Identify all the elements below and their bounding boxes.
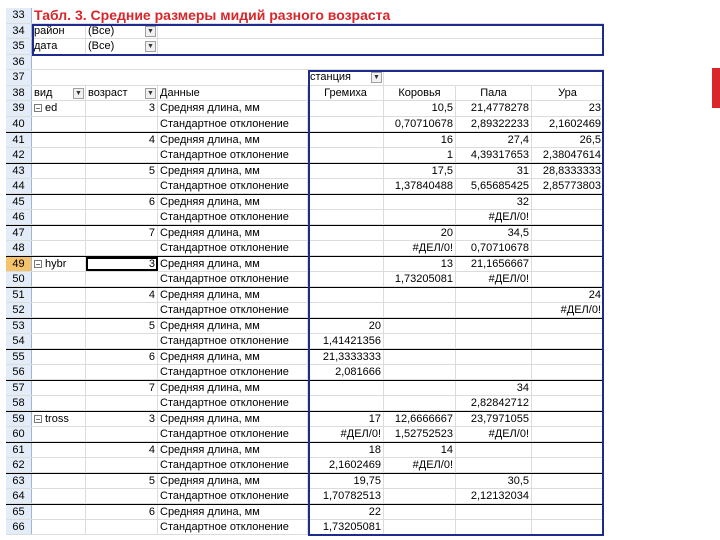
- value-cell[interactable]: [308, 117, 384, 132]
- row-header[interactable]: 59: [6, 412, 32, 426]
- value-cell[interactable]: 28,8333333: [532, 164, 604, 178]
- table-row: [6, 318, 604, 334]
- value-cell[interactable]: [532, 210, 604, 225]
- value-cell[interactable]: [308, 226, 384, 240]
- value-cell[interactable]: 18: [308, 443, 384, 457]
- value-cell[interactable]: [384, 195, 456, 209]
- value-cell[interactable]: [308, 303, 384, 318]
- value-cell[interactable]: [384, 396, 456, 411]
- species-cell: [32, 195, 86, 209]
- age-cell[interactable]: 5: [86, 164, 158, 178]
- age-cell[interactable]: [86, 272, 158, 287]
- value-cell[interactable]: [532, 520, 604, 535]
- table-row: [6, 380, 604, 396]
- data-label: Стандартное отклонение: [158, 210, 308, 225]
- dropdown-arrow-icon[interactable]: ▼: [145, 88, 156, 99]
- age-cell[interactable]: [86, 365, 158, 380]
- data-label: Средняя длина, мм: [158, 412, 308, 426]
- filter-value[interactable]: (Все): [86, 39, 158, 54]
- value-cell[interactable]: 2,1602469: [308, 458, 384, 473]
- species-cell: [32, 443, 86, 457]
- row-header[interactable]: 63: [6, 474, 32, 488]
- species-cell: [32, 412, 86, 426]
- value-cell[interactable]: 2,12132034: [456, 489, 532, 504]
- value-cell[interactable]: 19,75: [308, 474, 384, 488]
- value-cell[interactable]: 10,5: [384, 101, 456, 116]
- dropdown-arrow-icon[interactable]: ▼: [371, 72, 382, 83]
- row-header[interactable]: 47: [6, 226, 32, 240]
- table-row: [6, 148, 604, 164]
- value-cell[interactable]: 13: [384, 257, 456, 271]
- value-cell[interactable]: [532, 257, 604, 271]
- value-cell[interactable]: [532, 241, 604, 256]
- value-cell[interactable]: [384, 489, 456, 504]
- value-cell[interactable]: [456, 350, 532, 364]
- value-cell[interactable]: [308, 396, 384, 411]
- value-cell[interactable]: 22: [308, 505, 384, 519]
- table-row: [6, 520, 604, 536]
- value-cell[interactable]: 21,3333333: [308, 350, 384, 364]
- age-cell[interactable]: 7: [86, 381, 158, 395]
- value-cell[interactable]: [384, 365, 456, 380]
- value-cell[interactable]: [532, 381, 604, 395]
- value-cell[interactable]: [308, 179, 384, 194]
- empty-row: [6, 55, 604, 71]
- row-header[interactable]: 62: [6, 458, 32, 473]
- species-cell: [32, 396, 86, 411]
- row-header[interactable]: 52: [6, 303, 32, 318]
- data-label: Средняя длина, мм: [158, 319, 308, 333]
- data-label: Средняя длина, мм: [158, 257, 308, 271]
- sheet-title: Табл. 3. Средние размеры мидий разного возраста: [34, 8, 391, 23]
- species-cell: [32, 520, 86, 535]
- table-row: [6, 442, 604, 458]
- species-cell: [32, 148, 86, 163]
- table-row: [6, 504, 604, 520]
- title-row: [6, 8, 604, 24]
- value-cell[interactable]: 17: [308, 412, 384, 426]
- dropdown-arrow-icon[interactable]: ▼: [145, 41, 156, 52]
- data-label: Средняя длина, мм: [158, 288, 308, 302]
- data-label: Стандартное отклонение: [158, 458, 308, 473]
- species-cell: [32, 381, 86, 395]
- value-cell[interactable]: 27,4: [456, 133, 532, 147]
- row-header[interactable]: 34: [6, 24, 32, 39]
- species-cell: [32, 474, 86, 488]
- row-header[interactable]: 61: [6, 443, 32, 457]
- table-row: [6, 473, 604, 489]
- table-row: [6, 458, 604, 474]
- dropdown-arrow-icon[interactable]: ▼: [145, 26, 156, 37]
- value-cell[interactable]: [384, 334, 456, 349]
- value-cell[interactable]: 5,65685425: [456, 179, 532, 194]
- age-cell[interactable]: [86, 148, 158, 163]
- table-row: [6, 334, 604, 350]
- value-cell[interactable]: 2,82842712: [456, 396, 532, 411]
- species-cell: [32, 334, 86, 349]
- value-cell[interactable]: 2,89322233: [456, 117, 532, 132]
- row-header[interactable]: 33: [6, 8, 32, 23]
- species-cell: [32, 288, 86, 302]
- value-cell[interactable]: [532, 272, 604, 287]
- table-row: [6, 194, 604, 210]
- row-header[interactable]: 41: [6, 133, 32, 147]
- row-header[interactable]: 64: [6, 489, 32, 504]
- value-cell[interactable]: [456, 365, 532, 380]
- data-label: Стандартное отклонение: [158, 365, 308, 380]
- value-cell[interactable]: 23,7971055: [456, 412, 532, 426]
- table-row: [6, 411, 604, 427]
- row-header[interactable]: 43: [6, 164, 32, 178]
- row-header[interactable]: 60: [6, 427, 32, 442]
- table-row: [6, 101, 604, 117]
- data-label: Стандартное отклонение: [158, 520, 308, 535]
- minus-box-icon[interactable]: −: [35, 104, 41, 114]
- minus-box-icon[interactable]: −: [35, 415, 41, 425]
- table-row: [6, 272, 604, 288]
- column-header-2: Коровья: [384, 86, 456, 101]
- age-cell[interactable]: [86, 458, 158, 473]
- data-label: Стандартное отклонение: [158, 272, 308, 287]
- data-label: Средняя длина, мм: [158, 164, 308, 178]
- age-cell[interactable]: 4: [86, 288, 158, 302]
- species-label: tross: [45, 413, 69, 425]
- value-cell[interactable]: [456, 443, 532, 457]
- filter-value[interactable]: (Все): [86, 24, 158, 39]
- value-cell[interactable]: [532, 489, 604, 504]
- row-header[interactable]: 51: [6, 288, 32, 302]
- age-cell[interactable]: [86, 427, 158, 442]
- row-header[interactable]: 45: [6, 195, 32, 209]
- value-cell[interactable]: [384, 474, 456, 488]
- row-header[interactable]: 42: [6, 148, 32, 163]
- value-cell[interactable]: 21,4778278: [456, 101, 532, 116]
- spreadsheet: [6, 8, 604, 535]
- row-header[interactable]: 56: [6, 365, 32, 380]
- value-cell[interactable]: 1,70782513: [308, 489, 384, 504]
- table-row: [6, 303, 604, 319]
- value-cell[interactable]: [384, 288, 456, 302]
- value-cell[interactable]: [532, 334, 604, 349]
- data-label: Средняя длина, мм: [158, 350, 308, 364]
- row-header[interactable]: 38: [6, 86, 32, 101]
- table-row: [6, 365, 604, 381]
- value-cell[interactable]: 0,70710678: [456, 241, 532, 256]
- value-cell[interactable]: [532, 505, 604, 519]
- value-cell[interactable]: 34: [456, 381, 532, 395]
- age-cell[interactable]: 3: [86, 101, 158, 116]
- value-cell[interactable]: 30,5: [456, 474, 532, 488]
- header-row: [6, 86, 604, 102]
- value-cell[interactable]: 4,39317653: [456, 148, 532, 163]
- species-cell: [32, 350, 86, 364]
- age-cell[interactable]: [86, 396, 158, 411]
- table-row: [6, 179, 604, 195]
- data-label: Средняя длина, мм: [158, 505, 308, 519]
- value-cell[interactable]: [532, 195, 604, 209]
- table-row: [6, 163, 604, 179]
- value-cell[interactable]: 32: [456, 195, 532, 209]
- age-cell[interactable]: 4: [86, 443, 158, 457]
- age-cell[interactable]: [86, 117, 158, 132]
- species-cell: [32, 210, 86, 225]
- value-cell[interactable]: [532, 474, 604, 488]
- filter-label: дата: [32, 39, 86, 54]
- header-dannye: Данные: [158, 86, 308, 101]
- value-cell[interactable]: [308, 164, 384, 178]
- value-cell[interactable]: 1: [384, 148, 456, 163]
- value-cell[interactable]: [532, 365, 604, 380]
- value-cell[interactable]: [532, 458, 604, 473]
- filter-row: [6, 24, 604, 40]
- value-cell[interactable]: [308, 257, 384, 271]
- value-cell[interactable]: 24: [532, 288, 604, 302]
- value-cell[interactable]: 2,1602469: [532, 117, 604, 132]
- value-cell[interactable]: 1,52752523: [384, 427, 456, 442]
- filter-label: район: [32, 24, 86, 39]
- value-cell[interactable]: [308, 241, 384, 256]
- data-label: Средняя длина, мм: [158, 226, 308, 240]
- age-cell[interactable]: 5: [86, 474, 158, 488]
- row-header[interactable]: 57: [6, 381, 32, 395]
- row-header[interactable]: 55: [6, 350, 32, 364]
- value-cell[interactable]: #ДЕЛ/0!: [456, 210, 532, 225]
- species-cell: [32, 241, 86, 256]
- age-cell[interactable]: 6: [86, 350, 158, 364]
- filter-row: [6, 39, 604, 55]
- value-cell[interactable]: 23: [532, 101, 604, 116]
- value-cell[interactable]: [456, 458, 532, 473]
- species-cell: [32, 365, 86, 380]
- value-cell[interactable]: #ДЕЛ/0!: [384, 458, 456, 473]
- value-cell[interactable]: 1,73205081: [308, 520, 384, 535]
- value-cell[interactable]: 21,1656667: [456, 257, 532, 271]
- value-cell[interactable]: [532, 396, 604, 411]
- value-cell[interactable]: #ДЕЛ/0!: [308, 427, 384, 442]
- value-cell[interactable]: #ДЕЛ/0!: [384, 241, 456, 256]
- value-cell[interactable]: #ДЕЛ/0!: [456, 427, 532, 442]
- data-label: Стандартное отклонение: [158, 241, 308, 256]
- species-cell: [32, 117, 86, 132]
- table-row: [6, 349, 604, 365]
- age-cell[interactable]: [86, 334, 158, 349]
- row-header[interactable]: 39: [6, 101, 32, 116]
- column-field-row: [6, 70, 604, 86]
- dropdown-arrow-icon[interactable]: ▼: [73, 88, 84, 99]
- age-cell[interactable]: 4: [86, 133, 158, 147]
- value-cell[interactable]: 20: [308, 319, 384, 333]
- value-cell[interactable]: 17,5: [384, 164, 456, 178]
- row-header[interactable]: 65: [6, 505, 32, 519]
- age-cell[interactable]: [86, 520, 158, 535]
- value-cell[interactable]: [456, 505, 532, 519]
- species-cell: [32, 272, 86, 287]
- value-cell[interactable]: [456, 334, 532, 349]
- row-header[interactable]: 66: [6, 520, 32, 535]
- value-cell[interactable]: [456, 303, 532, 318]
- value-cell[interactable]: 1,73205081: [384, 272, 456, 287]
- value-cell[interactable]: 31: [456, 164, 532, 178]
- data-label: Средняя длина, мм: [158, 101, 308, 116]
- value-cell[interactable]: [456, 288, 532, 302]
- value-cell[interactable]: 2,081666: [308, 365, 384, 380]
- value-cell[interactable]: [384, 319, 456, 333]
- data-label: Средняя длина, мм: [158, 474, 308, 488]
- table-row: [6, 210, 604, 226]
- row-header[interactable]: 36: [6, 55, 32, 70]
- column-header-1: Гремиха: [308, 86, 384, 101]
- data-label: Стандартное отклонение: [158, 148, 308, 163]
- value-cell[interactable]: [456, 319, 532, 333]
- age-cell[interactable]: [86, 489, 158, 504]
- row-header[interactable]: 48: [6, 241, 32, 256]
- age-cell[interactable]: 6: [86, 195, 158, 209]
- species-cell: [32, 164, 86, 178]
- age-cell[interactable]: [86, 210, 158, 225]
- data-label: Средняя длина, мм: [158, 195, 308, 209]
- value-cell[interactable]: [384, 505, 456, 519]
- species-cell: [32, 489, 86, 504]
- value-cell[interactable]: #ДЕЛ/0!: [456, 272, 532, 287]
- value-cell[interactable]: [384, 381, 456, 395]
- value-cell[interactable]: [384, 350, 456, 364]
- red-accent-bar: [712, 68, 720, 108]
- value-cell[interactable]: [308, 210, 384, 225]
- header-vid: вид: [32, 86, 86, 101]
- value-cell[interactable]: 16: [384, 133, 456, 147]
- value-cell[interactable]: [308, 133, 384, 147]
- value-cell[interactable]: [532, 350, 604, 364]
- value-cell[interactable]: [532, 427, 604, 442]
- column-field-label: станция: [308, 70, 384, 85]
- column-header-3: Пала: [456, 86, 532, 101]
- data-label: Стандартное отклонение: [158, 489, 308, 504]
- value-cell[interactable]: [456, 520, 532, 535]
- value-cell[interactable]: #ДЕЛ/0!: [532, 303, 604, 318]
- species-label: ed: [45, 102, 58, 114]
- column-header-4: Ура: [532, 86, 604, 101]
- value-cell[interactable]: 20: [384, 226, 456, 240]
- table-row: [6, 132, 604, 148]
- value-cell[interactable]: 26,5: [532, 133, 604, 147]
- data-label: Стандартное отклонение: [158, 427, 308, 442]
- age-cell[interactable]: 3: [86, 412, 158, 426]
- row-header[interactable]: 53: [6, 319, 32, 333]
- data-label: Стандартное отклонение: [158, 179, 308, 194]
- value-cell[interactable]: 14: [384, 443, 456, 457]
- value-cell[interactable]: [308, 288, 384, 302]
- value-cell[interactable]: [384, 303, 456, 318]
- data-label: Стандартное отклонение: [158, 334, 308, 349]
- value-cell[interactable]: 2,85773803: [532, 179, 604, 194]
- species-cell: [32, 458, 86, 473]
- age-cell[interactable]: [86, 241, 158, 256]
- table-row: [6, 117, 604, 133]
- row-header[interactable]: 40: [6, 117, 32, 132]
- value-cell[interactable]: [308, 148, 384, 163]
- species-cell: [32, 179, 86, 194]
- species-cell: [32, 427, 86, 442]
- table-row: [6, 427, 604, 443]
- value-cell[interactable]: [384, 520, 456, 535]
- data-label: Стандартное отклонение: [158, 396, 308, 411]
- data-label: Средняя длина, мм: [158, 443, 308, 457]
- age-cell[interactable]: 5: [86, 319, 158, 333]
- row-header[interactable]: 44: [6, 179, 32, 194]
- value-cell[interactable]: [532, 319, 604, 333]
- value-cell[interactable]: 34,5: [456, 226, 532, 240]
- age-cell[interactable]: 7: [86, 226, 158, 240]
- table-row: [6, 241, 604, 257]
- row-header[interactable]: 54: [6, 334, 32, 349]
- value-cell[interactable]: [532, 226, 604, 240]
- age-cell[interactable]: 3: [86, 257, 158, 271]
- value-cell[interactable]: [308, 272, 384, 287]
- table-row: [6, 489, 604, 505]
- header-vozrast: возраст: [86, 86, 158, 101]
- table-row: [6, 225, 604, 241]
- row-header[interactable]: 49: [6, 257, 32, 271]
- value-cell[interactable]: 12,6666667: [384, 412, 456, 426]
- data-label: Средняя длина, мм: [158, 381, 308, 395]
- table-row: [6, 287, 604, 303]
- table-row: [6, 396, 604, 412]
- species-cell: [32, 505, 86, 519]
- value-cell[interactable]: 2,38047614: [532, 148, 604, 163]
- value-cell[interactable]: [308, 381, 384, 395]
- species-cell: [32, 303, 86, 318]
- species-cell: [32, 257, 86, 271]
- value-cell[interactable]: [308, 101, 384, 116]
- species-label: hybr: [45, 258, 67, 270]
- data-label: Стандартное отклонение: [158, 303, 308, 318]
- table-row: [6, 256, 604, 272]
- data-label: Стандартное отклонение: [158, 117, 308, 132]
- value-cell[interactable]: [308, 195, 384, 209]
- row-header[interactable]: 46: [6, 210, 32, 225]
- species-cell: [32, 319, 86, 333]
- age-cell[interactable]: 6: [86, 505, 158, 519]
- value-cell[interactable]: 1,41421356: [308, 334, 384, 349]
- row-header[interactable]: 58: [6, 396, 32, 411]
- row-header[interactable]: 35: [6, 39, 32, 54]
- species-cell: [32, 226, 86, 240]
- value-cell[interactable]: 1,37840488: [384, 179, 456, 194]
- species-cell: [32, 101, 86, 116]
- age-cell[interactable]: [86, 303, 158, 318]
- row-header[interactable]: 50: [6, 272, 32, 287]
- value-cell[interactable]: [532, 412, 604, 426]
- species-cell: [32, 133, 86, 147]
- value-cell[interactable]: [384, 210, 456, 225]
- value-cell[interactable]: 0,70710678: [384, 117, 456, 132]
- row-header[interactable]: 37: [6, 70, 32, 85]
- value-cell[interactable]: [532, 443, 604, 457]
- data-label: Средняя длина, мм: [158, 133, 308, 147]
- minus-box-icon[interactable]: −: [35, 260, 41, 270]
- age-cell[interactable]: [86, 179, 158, 194]
